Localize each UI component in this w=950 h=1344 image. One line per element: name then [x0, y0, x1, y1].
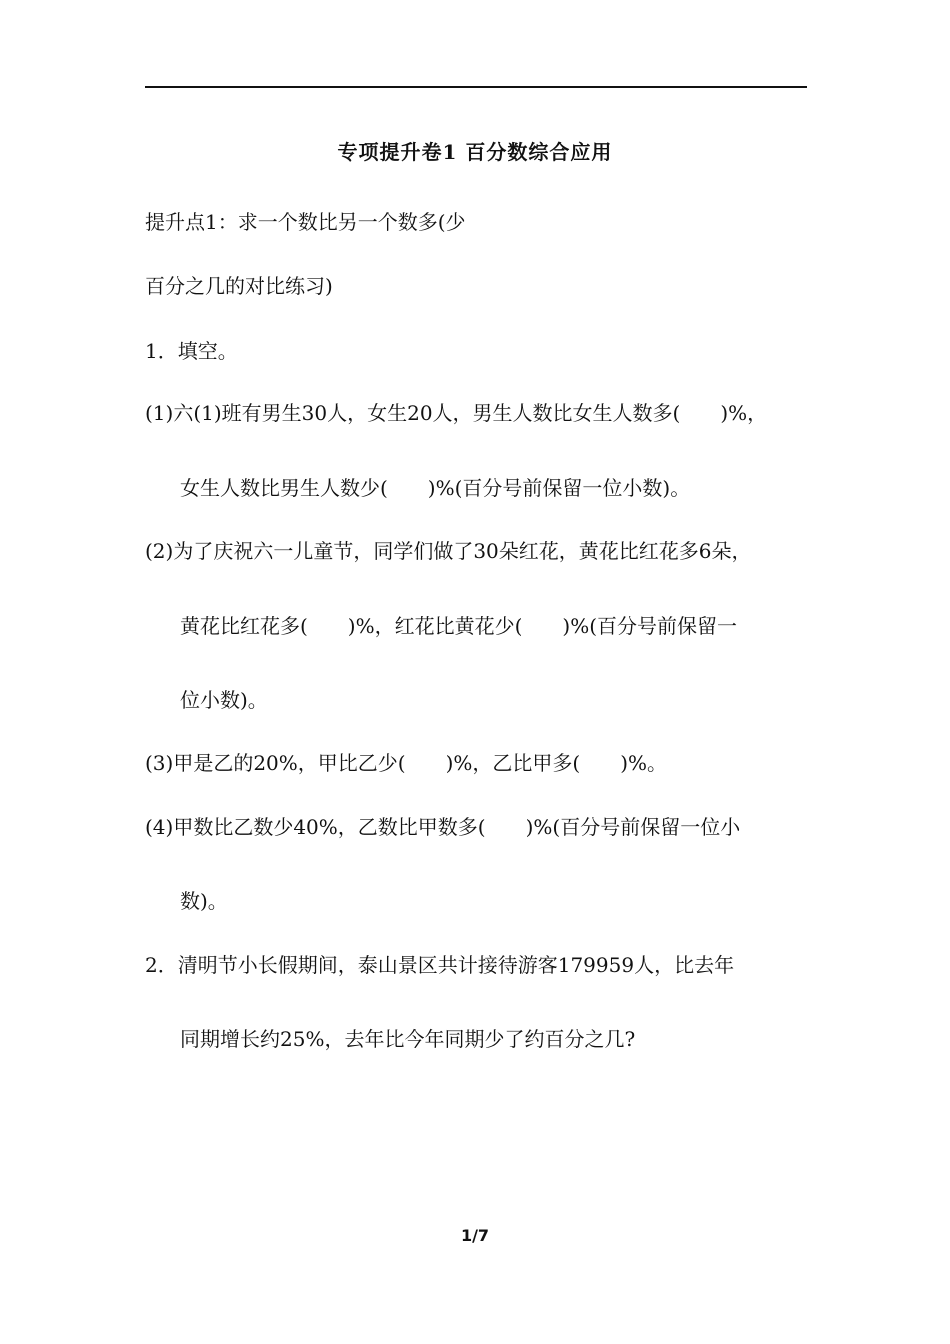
header-rule [145, 86, 807, 88]
section-heading-line-2: 百分之几的对比练习) [145, 274, 333, 298]
question-1-part-4-line-2: 数)。 [180, 889, 228, 913]
question-1-part-2-line-3: 位小数)。 [180, 688, 268, 712]
page-number: 1/7 [460, 1226, 490, 1245]
section-heading-line-1: 提升点1：求一个数比另一个数多(少 [145, 210, 466, 234]
question-1-part-1-line-2: 女生人数比男生人数少( )%(百分号前保留一位小数)。 [180, 476, 691, 500]
question-1-part-1-line-1: (1)六(1)班有男生30人，女生20人，男生人数比女生人数多( )%， [145, 401, 768, 425]
page-title: 专项提升卷1 百分数综合应用 [337, 140, 613, 164]
question-1-part-3: (3)甲是乙的20%，甲比乙少( )%，乙比甲多( )%。 [145, 751, 668, 775]
question-1-part-2-line-2: 黄花比红花多( )%，红花比黄花少( )%(百分号前保留一 [180, 614, 738, 638]
question-1-header: 1．填空。 [145, 339, 238, 363]
question-2-line-2: 同期增长约25%，去年比今年同期少了约百分之几? [180, 1027, 636, 1051]
question-2-line-1: 2．清明节小长假期间，泰山景区共计接待游客179959人，比去年 [145, 953, 735, 977]
question-1-part-2-line-1: (2)为了庆祝六一儿童节，同学们做了30朵红花，黄花比红花多6朵， [145, 539, 752, 563]
question-1-part-4-line-1: (4)甲数比乙数少40%，乙数比甲数多( )%(百分号前保留一位小 [145, 815, 741, 839]
